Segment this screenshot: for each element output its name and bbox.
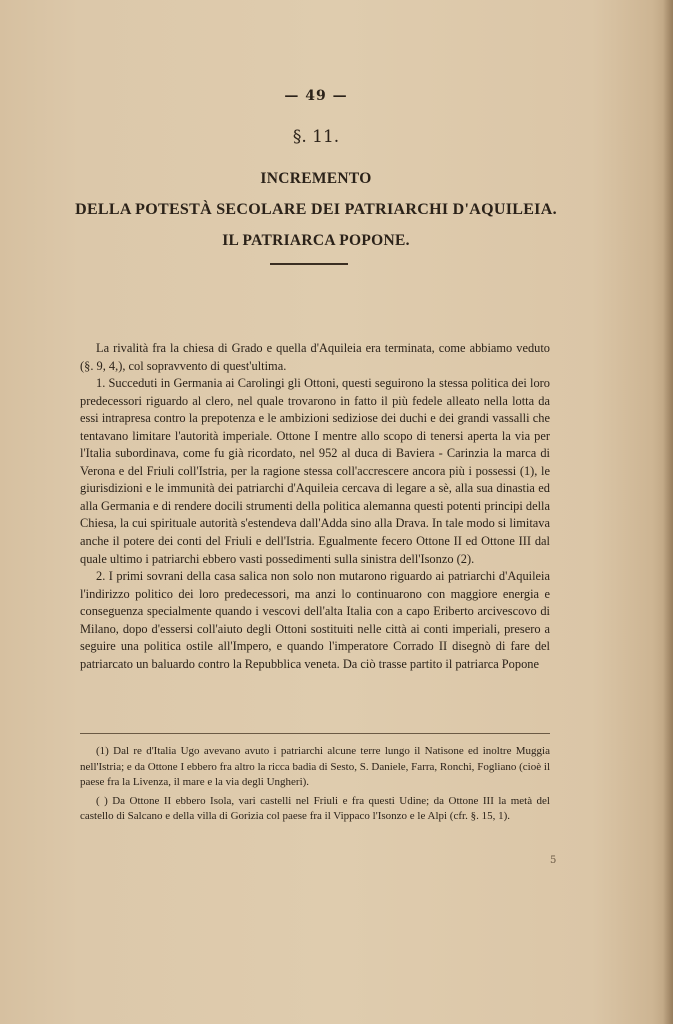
body-text	[80, 340, 550, 673]
chapter-title-line-2: DELLA POTESTÀ SECOLARE DEI PATRIARCHI D'AQUILEIA.	[75, 201, 557, 218]
footnotes	[80, 744, 550, 828]
paragraph: 2. I primi sovrani della casa salica non solo non mutarono riguardo ai patriarchi d'Aquileia l'indirizzo politico dei loro predecessori, ma anzi lo continuarono con maggiore energia e conseguenza specialmente quando i vescovi dell'alta Italia con a capo Eriberto arcivescovo di Milano, dopo d'essersi coll'aiuto degli Ottoni sostituiti nelle città ai conti imperiali, presero a seguire una politica ostile all'Impero, e quando l'imperatore Corrado II disegnò di fare del patriarcato un baluardo contro la Repubblica veneta. Da ciò trasse partito il patriarca Popone	[80, 569, 550, 671]
chapter-title-line-3: IL PATRIARCA POPONE.	[222, 232, 410, 249]
section-number: §. 11.	[292, 127, 340, 147]
footnote: ( ) Da Ottone II ebbero Isola, vari castelli nel Friuli e fra questi Udine; da Ottone III la metà del castello di Salcano e della villa di Gorizia col paese fra il Vippaco l'Isonzo e le Alpi (cfr. §. 15, 1).	[80, 794, 550, 823]
paragraph: 1. Succeduti in Germania ai Carolingi gli Ottoni, questi seguirono la stessa politica dei loro predecessori riguardo al clero, nel quale trovarono in fatto il più fedele alleato nella lotta da essi intrapresa contro la prepotenza e le ambizioni sediziose dei duchi e dei grandi vassalli che tentavano limitare l'autorità imperiale. Ottone I mentre allo scopo di tenersi aperta la via per l'Italia subordinava, come fu già ricordato, nel 952 al duca di Baviera - Carinzia la marca di Verona e del Friuli coll'Istria, per la ragione stessa coll'accrescere ancora più i possessi (1), le giurisdizioni e le immunità dei patriarchi d'Aquileia cercava di legare a sè, alla sua dinastia ed alla Germania e di rendere docili strumenti della politica alemanna questi potenti principi della Chiesa, la cui spirituale autorità s'estendeva dall'Adda sino alla Drava. In tale modo si limitava anche il potere dei conti del Friuli e dell'Istria. Egualmente fecero Ottone II ed Ottone III dal quale ultimo i patriarchi ebbero vasti possedimenti sulla sinistra dell'Isonzo (2).	[80, 376, 550, 566]
title-rule	[270, 263, 348, 265]
footnote-separator	[80, 733, 550, 734]
page-number: — 49 —	[284, 88, 348, 104]
page-edge	[663, 0, 673, 1024]
chapter-title-line-1: INCREMENTO	[260, 170, 372, 187]
paragraph: La rivalità fra la chiesa di Grado e quella d'Aquileia era terminata, come abbiamo veduto (§. 9, 4,), col sopravvento di quest'ultima.	[80, 341, 550, 373]
signature-mark: 5	[550, 855, 557, 866]
footnote: (1) Dal re d'Italia Ugo avevano avuto i patriarchi alcune terre lungo il Natisone ed inoltre Muggia nell'Istria; e da Ottone I ebbero fra altro la ricca badia di Sesto, S. Daniele, Farra, Ronchi, Fogliano (cioè il paese fra la Livenza, il mare e la via degli Ungheri).	[80, 745, 550, 789]
